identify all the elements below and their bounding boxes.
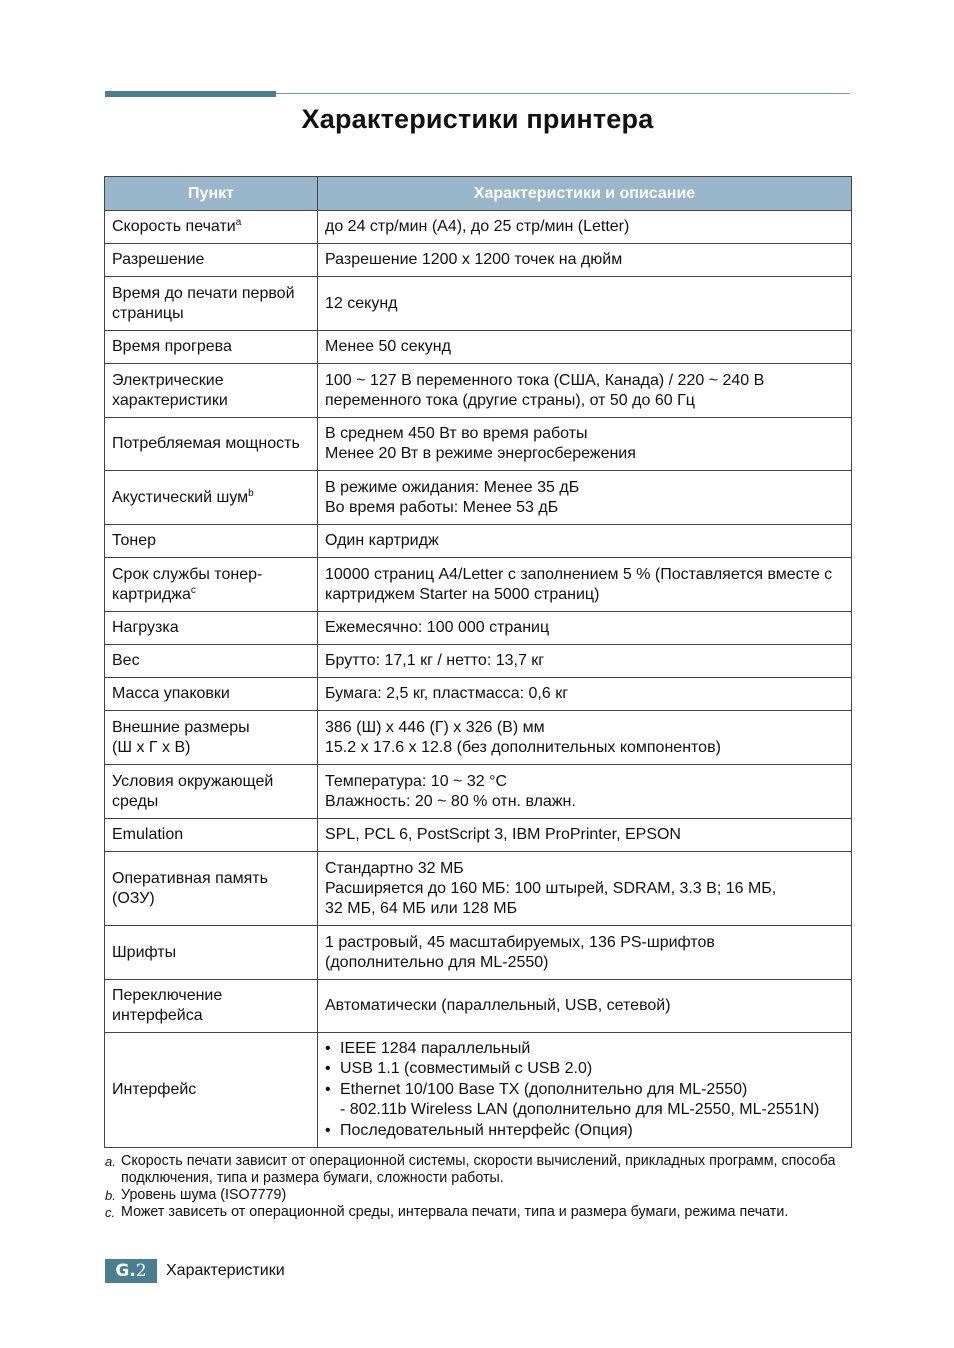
table-row bbox=[105, 244, 852, 277]
table-row bbox=[105, 211, 852, 244]
spec-description: Разрешение 1200 x 1200 точек на дюйм bbox=[325, 251, 623, 268]
spec-description-cell bbox=[318, 926, 852, 980]
interface-text: Последовательный ннтерфейс (Опция) bbox=[340, 1121, 633, 1139]
spec-description-cell bbox=[318, 1033, 852, 1148]
spec-item-label: Интерфейс bbox=[112, 1081, 197, 1098]
table-row bbox=[105, 926, 852, 980]
section-name: Характеристики bbox=[166, 1262, 285, 1279]
bullet-icon: • bbox=[325, 1039, 331, 1057]
footnote-reference: c bbox=[190, 584, 196, 596]
bullet-icon: • bbox=[325, 1060, 331, 1078]
interface-text: USB 1.1 (совместимый с USB 2.0) bbox=[340, 1060, 593, 1078]
spec-item-label: Потребляемая мощность bbox=[112, 435, 300, 452]
spec-description-cell bbox=[318, 980, 852, 1033]
footnote-text: Уровень шума (ISO7779) bbox=[121, 1187, 287, 1203]
footnote-marker: c. bbox=[105, 1205, 116, 1220]
table-row bbox=[105, 612, 852, 645]
spec-item-cell bbox=[105, 852, 318, 926]
spec-item-label: Тонер bbox=[112, 532, 157, 549]
footnote-b bbox=[105, 1187, 855, 1204]
spec-description: Бумага: 2,5 кг, пластмасса: 0,6 кг bbox=[325, 685, 569, 702]
bullet-icon: • bbox=[325, 1121, 331, 1139]
page-number: 2 bbox=[135, 1261, 147, 1281]
spec-item-label: Оперативная память (ОЗУ) bbox=[112, 869, 268, 907]
spec-description: 10000 страниц A4/Letter с заполнением 5 % (Поставляется вместе с картриджем Starter на 5000 страниц) bbox=[325, 565, 833, 603]
table-row bbox=[105, 645, 852, 678]
spec-item-cell bbox=[105, 819, 318, 852]
spec-description-cell bbox=[318, 852, 852, 926]
interface-subitem: - 802.11b Wireless LAN (дополнительно для ML-2550, ML-2551N) bbox=[340, 1101, 820, 1119]
table-row bbox=[105, 471, 852, 525]
spec-description-cell bbox=[318, 765, 852, 819]
interface-text: IEEE 1284 параллельный bbox=[340, 1039, 531, 1057]
interface-text: Ethernet 10/100 Base TX (дополнительно для ML-2550) bbox=[340, 1080, 748, 1098]
spec-description-cell bbox=[318, 711, 852, 765]
spec-description-cell bbox=[318, 612, 852, 645]
chapter-letter: G. bbox=[115, 1261, 136, 1281]
spec-description: В режиме ожидания: Менее 35 дБ Во время работы: Менее 53 дБ bbox=[325, 478, 580, 516]
interface-list bbox=[325, 1039, 845, 1142]
spec-description-cell bbox=[318, 331, 852, 364]
spec-description-cell bbox=[318, 678, 852, 711]
footnote-text: Скорость печати зависит от операционной системы, скорости вычислений, прикладных программ, способа подключения, типа и размера бумаги, сложности работы. bbox=[121, 1153, 836, 1186]
footnote-text: Может зависеть от операционной среды, интервала печати, типа и размера бумаги, режима печати. bbox=[121, 1204, 789, 1220]
spec-item-label: Электрические характеристики bbox=[112, 371, 228, 409]
footnote-marker: a. bbox=[105, 1154, 116, 1169]
list-item bbox=[325, 1059, 845, 1080]
spec-description: Менее 50 секунд bbox=[325, 338, 451, 355]
column-header-description: Характеристики и описание bbox=[318, 177, 852, 211]
spec-item-label: Акустический шум bbox=[112, 488, 249, 506]
footnote-marker: b. bbox=[105, 1188, 116, 1203]
spec-description: Стандартно 32 МБ Расширяется до 160 МБ: 100 штырей, SDRAM, 3.3 В; 16 МБ, 32 МБ, 64 МБ или 128 МБ bbox=[325, 859, 777, 917]
list-item bbox=[325, 1080, 845, 1121]
spec-table-body bbox=[105, 211, 852, 1148]
spec-item-cell bbox=[105, 765, 318, 819]
spec-item-label: Скорость печати bbox=[112, 218, 236, 235]
spec-item-cell bbox=[105, 364, 318, 418]
footnote-c bbox=[105, 1204, 855, 1221]
table-row bbox=[105, 558, 852, 612]
spec-description-cell bbox=[318, 277, 852, 331]
footnote-reference: a bbox=[235, 217, 242, 228]
table-row bbox=[105, 819, 852, 852]
spec-item-label: Внешние размеры (Ш x Г x В) bbox=[112, 718, 250, 756]
spec-item-cell bbox=[105, 525, 318, 558]
table-row bbox=[105, 364, 852, 418]
table-row bbox=[105, 418, 852, 471]
spec-item-cell bbox=[105, 678, 318, 711]
spec-item-label: Срок службы тонер- картриджа bbox=[112, 565, 263, 603]
spec-description: до 24 стр/мин (A4), до 25 стр/мин (Letter) bbox=[325, 218, 630, 235]
spec-description-cell bbox=[318, 645, 852, 678]
footnote-a bbox=[105, 1153, 855, 1187]
spec-description: 1 растровый, 45 масштабируемых, 136 PS-шрифтов (дополнительно для ML-2550) bbox=[325, 933, 715, 971]
spec-description-cell bbox=[318, 211, 852, 244]
spec-item-label: Время прогрева bbox=[112, 338, 232, 355]
spec-description: Ежемесячно: 100 000 страниц bbox=[325, 619, 550, 636]
spec-item-cell bbox=[105, 211, 318, 244]
header-rule-thin bbox=[276, 93, 850, 94]
spec-item-label: Шрифты bbox=[112, 943, 177, 961]
table-row bbox=[105, 980, 852, 1033]
table-header-row bbox=[105, 177, 852, 211]
column-header-item: Пункт bbox=[105, 177, 318, 211]
spec-table bbox=[104, 176, 852, 1148]
spec-item-cell bbox=[105, 612, 318, 645]
spec-item-cell bbox=[105, 1033, 318, 1148]
footnotes bbox=[105, 1153, 855, 1221]
spec-description: 12 секунд bbox=[325, 294, 398, 312]
spec-item-cell bbox=[105, 244, 318, 277]
spec-item-label: Emulation bbox=[112, 826, 184, 843]
page-number-badge bbox=[105, 1259, 157, 1283]
spec-description-cell bbox=[318, 819, 852, 852]
spec-description-cell bbox=[318, 364, 852, 418]
page-footer bbox=[105, 1259, 285, 1283]
footnote-reference: b bbox=[248, 487, 254, 499]
spec-item-cell bbox=[105, 926, 318, 980]
table-row bbox=[105, 711, 852, 765]
table-row bbox=[105, 765, 852, 819]
spec-description-cell bbox=[318, 525, 852, 558]
spec-item-cell bbox=[105, 331, 318, 364]
spec-item-cell bbox=[105, 645, 318, 678]
list-item bbox=[325, 1121, 845, 1142]
table-row bbox=[105, 277, 852, 331]
spec-description-cell bbox=[318, 244, 852, 277]
table-row bbox=[105, 331, 852, 364]
spec-item-cell bbox=[105, 558, 318, 612]
spec-description: В среднем 450 Вт во время работы Менее 20 Вт в режиме энергосбережения bbox=[325, 425, 636, 462]
table-row bbox=[105, 852, 852, 926]
list-item bbox=[325, 1039, 845, 1060]
table-row bbox=[105, 525, 852, 558]
spec-item-label: Переключение интерфейса bbox=[112, 987, 223, 1024]
spec-item-cell bbox=[105, 277, 318, 331]
spec-item-cell bbox=[105, 980, 318, 1033]
spec-item-label: Время до печати первой страницы bbox=[112, 284, 295, 322]
spec-description: Брутто: 17,1 кг / нетто: 13,7 кг bbox=[325, 652, 545, 669]
spec-item-cell bbox=[105, 711, 318, 765]
bullet-icon: • bbox=[325, 1080, 331, 1098]
spec-description: 100 ~ 127 В переменного тока (США, Канада) / 220 ~ 240 В переменного тока (другие страны), от 50 до 60 Гц bbox=[325, 371, 765, 409]
spec-description-cell bbox=[318, 418, 852, 471]
spec-description: SPL, PCL 6, PostScript 3, IBM ProPrinter, EPSON bbox=[325, 826, 681, 843]
spec-item-label: Вес bbox=[112, 652, 140, 669]
spec-description: 386 (Ш) x 446 (Г) x 326 (В) мм 15.2 x 17.6 x 12.8 (без дополнительных компонентов) bbox=[325, 718, 721, 756]
spec-item-label: Нагрузка bbox=[112, 619, 179, 636]
table-row bbox=[105, 678, 852, 711]
spec-item-label: Условия окружающей среды bbox=[112, 772, 274, 810]
spec-item-cell bbox=[105, 471, 318, 525]
table-row-interface bbox=[105, 1033, 852, 1148]
spec-description: Температура: 10 ~ 32 °C Влажность: 20 ~ 80 % отн. влажн. bbox=[325, 772, 576, 810]
header-rule-thick bbox=[105, 91, 276, 97]
spec-item-cell bbox=[105, 418, 318, 471]
spec-description-cell bbox=[318, 558, 852, 612]
spec-description-cell bbox=[318, 471, 852, 525]
page-title: Характеристики принтера bbox=[301, 104, 654, 134]
spec-description: Автоматически (параллельный, USB, сетевой) bbox=[325, 997, 671, 1014]
spec-item-label: Масса упаковки bbox=[112, 685, 230, 702]
spec-item-label: Разрешение bbox=[112, 251, 205, 268]
spec-description: Один картридж bbox=[325, 532, 439, 549]
